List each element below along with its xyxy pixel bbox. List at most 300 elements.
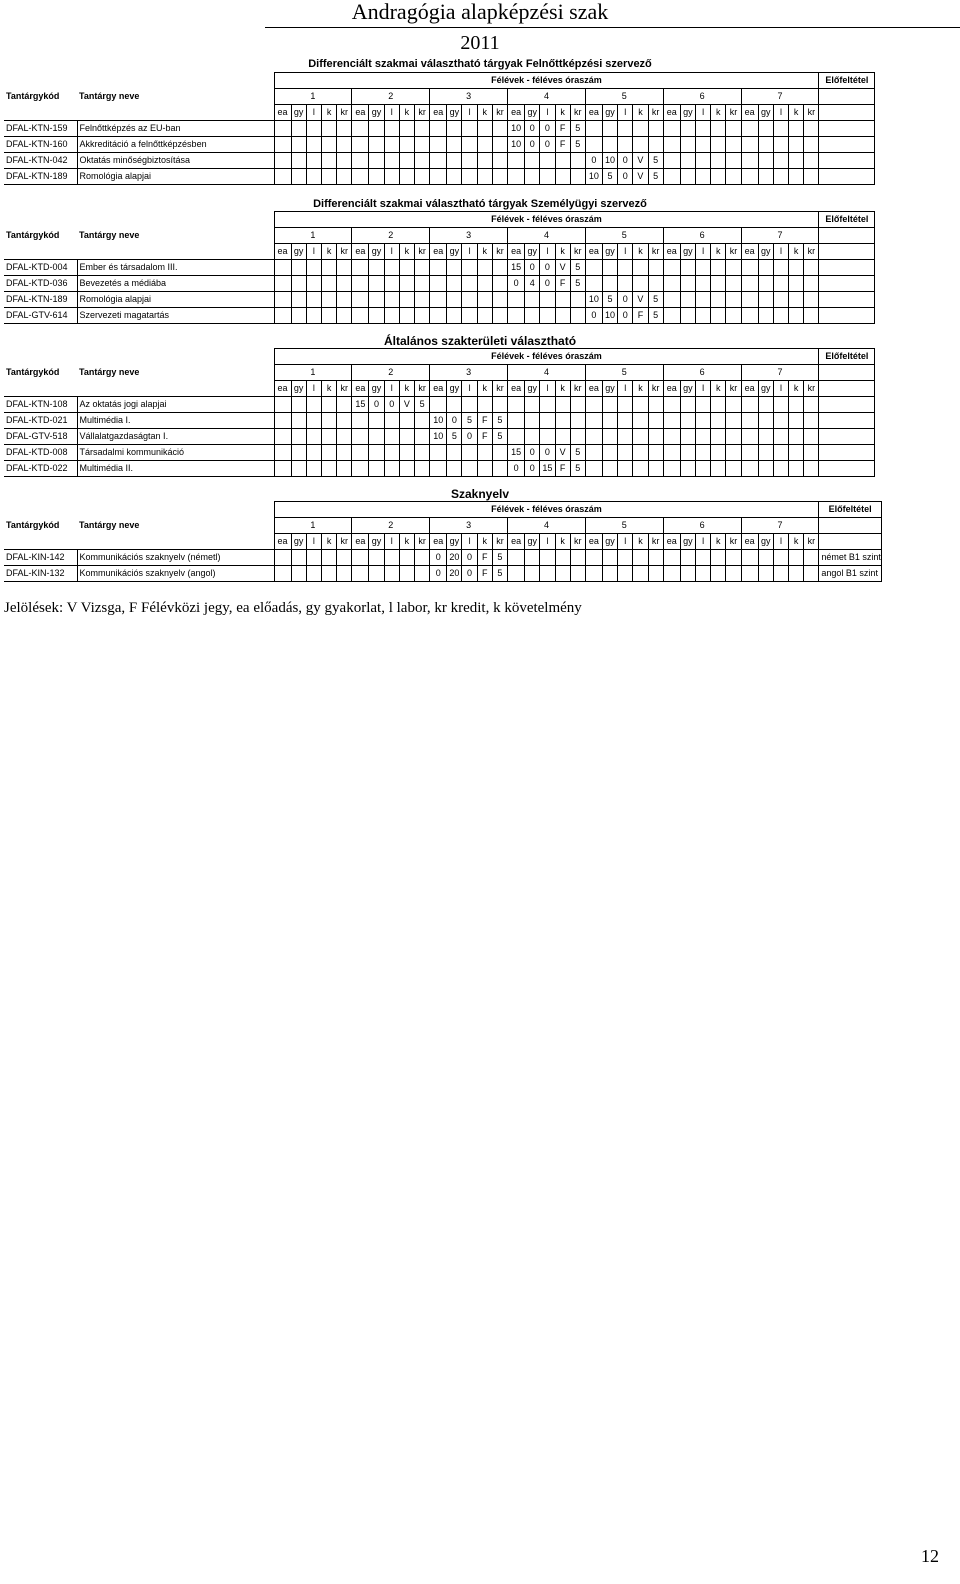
empty-cell — [337, 308, 352, 324]
empty-cell — [804, 461, 819, 477]
hours-cell: 10 — [430, 413, 447, 429]
sub-column-header: kr — [415, 105, 430, 121]
sub-column-header: gy — [447, 244, 462, 260]
empty-cell — [352, 413, 369, 429]
hours-cell: 0 — [462, 550, 477, 566]
sub-column-header: gy — [369, 381, 384, 397]
hours-cell: 10 — [508, 121, 525, 137]
hours-cell: 0 — [540, 121, 555, 137]
empty-cell — [525, 550, 540, 566]
course-name: Szervezeti magatartás — [77, 308, 274, 324]
empty-cell — [696, 461, 711, 477]
empty-cell — [306, 461, 321, 477]
hours-cell: 0 — [585, 308, 602, 324]
sub-column-header: kr — [570, 381, 585, 397]
empty-cell — [352, 292, 369, 308]
empty-cell — [352, 429, 369, 445]
empty-cell — [602, 413, 617, 429]
empty-cell — [711, 429, 726, 445]
course-code: DFAL-KTD-004 — [4, 260, 77, 276]
empty-cell — [696, 445, 711, 461]
empty-cell — [663, 276, 680, 292]
sub-column-header: gy — [525, 244, 540, 260]
sub-column-header: gy — [680, 105, 695, 121]
empty-cell — [477, 169, 492, 185]
empty-cell — [711, 566, 726, 582]
empty-cell — [789, 137, 804, 153]
empty-cell — [696, 137, 711, 153]
empty-cell — [306, 121, 321, 137]
empty-cell — [430, 397, 447, 413]
empty-cell — [352, 137, 369, 153]
course-name: Multimédia II. — [77, 461, 274, 477]
empty-cell — [337, 413, 352, 429]
sub-column-header: k — [789, 534, 804, 550]
empty-cell — [633, 550, 648, 566]
empty-cell — [540, 413, 555, 429]
sub-column-header: l — [696, 534, 711, 550]
sub-column-header: k — [789, 105, 804, 121]
empty-cell — [291, 276, 306, 292]
empty-cell — [758, 292, 773, 308]
sub-column-header: kr — [337, 105, 352, 121]
empty-cell — [726, 461, 741, 477]
empty-cell — [274, 308, 291, 324]
empty-cell — [741, 566, 758, 582]
sub-column-header: gy — [525, 534, 540, 550]
empty-cell — [306, 292, 321, 308]
empty-cell — [711, 292, 726, 308]
empty-cell — [696, 566, 711, 582]
table-row — [4, 566, 881, 582]
empty-cell — [618, 276, 633, 292]
empty-cell — [696, 260, 711, 276]
empty-cell — [726, 121, 741, 137]
hours-cell: 20 — [447, 550, 462, 566]
empty-cell — [680, 153, 695, 169]
course-name: Vállalatgazdaságtan I. — [77, 429, 274, 445]
empty-cell — [680, 137, 695, 153]
empty-cell — [369, 461, 384, 477]
code-header: Tantárgykód — [6, 520, 60, 530]
empty-cell — [789, 276, 804, 292]
course-name: Romológia alapjai — [77, 169, 274, 185]
empty-cell — [384, 292, 399, 308]
empty-cell — [352, 153, 369, 169]
empty-cell — [602, 461, 617, 477]
empty-cell — [369, 550, 384, 566]
empty-cell — [430, 308, 447, 324]
empty-cell — [321, 137, 336, 153]
empty-cell — [663, 550, 680, 566]
empty-cell — [337, 137, 352, 153]
hours-cell: V — [555, 445, 570, 461]
empty-cell — [492, 121, 507, 137]
empty-cell — [430, 137, 447, 153]
semester-number: 6 — [663, 365, 741, 381]
hours-cell: V — [633, 153, 648, 169]
empty-cell — [540, 153, 555, 169]
semesters-caption: Félévek - féléves óraszám — [274, 73, 819, 89]
empty-cell — [321, 276, 336, 292]
empty-cell — [555, 413, 570, 429]
sub-column-header: ea — [741, 244, 758, 260]
empty-cell — [492, 260, 507, 276]
empty-cell — [680, 566, 695, 582]
course-code: DFAL-KTN-189 — [4, 292, 77, 308]
course-code: DFAL-KTD-022 — [4, 461, 77, 477]
empty-cell — [758, 153, 773, 169]
empty-cell — [726, 445, 741, 461]
sub-column-header: k — [555, 534, 570, 550]
empty-cell — [274, 429, 291, 445]
empty-cell — [711, 461, 726, 477]
empty-cell — [711, 445, 726, 461]
empty-cell — [525, 153, 540, 169]
empty-cell — [337, 292, 352, 308]
empty-cell — [477, 292, 492, 308]
empty-cell — [399, 445, 414, 461]
section-title: Szaknyelv — [450, 487, 510, 501]
empty-cell — [415, 169, 430, 185]
empty-cell — [663, 260, 680, 276]
table-row — [4, 276, 875, 292]
sub-column-header: l — [540, 105, 555, 121]
semester-number: 6 — [663, 228, 741, 244]
hours-cell: 0 — [447, 413, 462, 429]
empty-cell — [321, 445, 336, 461]
sub-column-header: k — [789, 381, 804, 397]
empty-cell — [602, 550, 617, 566]
empty-cell — [663, 397, 680, 413]
empty-cell — [430, 169, 447, 185]
sub-column-header: ea — [430, 381, 447, 397]
empty-cell — [696, 308, 711, 324]
sub-column-header: l — [462, 244, 477, 260]
empty-cell — [570, 413, 585, 429]
sub-column-header: ea — [430, 534, 447, 550]
sub-column-header: kr — [492, 244, 507, 260]
prerequisite — [819, 121, 875, 137]
empty-cell — [369, 260, 384, 276]
hours-cell: 5 — [648, 292, 663, 308]
empty-cell — [337, 397, 352, 413]
sub-column-header: k — [399, 244, 414, 260]
name-header: Tantárgy neve — [79, 230, 140, 240]
empty-cell — [758, 308, 773, 324]
empty-cell — [648, 260, 663, 276]
empty-cell — [711, 276, 726, 292]
sub-column-header: gy — [525, 381, 540, 397]
prerequisite-header: Előfeltétel — [819, 73, 875, 89]
hours-cell: 5 — [648, 308, 663, 324]
empty-cell — [291, 566, 306, 582]
course-code: DFAL-KTD-008 — [4, 445, 77, 461]
hours-cell: 0 — [540, 276, 555, 292]
sub-column-header: k — [711, 534, 726, 550]
empty-cell — [602, 260, 617, 276]
course-name: Kommunikációs szaknyelv (angol) — [77, 566, 274, 582]
sub-column-header: k — [711, 105, 726, 121]
empty-cell — [741, 121, 758, 137]
empty-cell — [274, 397, 291, 413]
empty-cell — [726, 137, 741, 153]
empty-cell — [633, 429, 648, 445]
sub-column-header: k — [633, 105, 648, 121]
empty-cell — [291, 413, 306, 429]
empty-cell — [804, 566, 819, 582]
semester-number: 5 — [585, 365, 663, 381]
empty-cell — [741, 137, 758, 153]
sub-column-header: kr — [570, 534, 585, 550]
empty-cell — [399, 461, 414, 477]
empty-cell — [274, 260, 291, 276]
sub-column-header: ea — [352, 534, 369, 550]
empty-cell — [711, 169, 726, 185]
semester-number: 4 — [508, 518, 586, 534]
semester-number: 4 — [508, 365, 586, 381]
empty-cell — [804, 137, 819, 153]
empty-cell — [555, 429, 570, 445]
sub-column-header: kr — [570, 105, 585, 121]
hours-cell: 5 — [570, 445, 585, 461]
empty-cell — [508, 550, 525, 566]
empty-cell — [789, 445, 804, 461]
prerequisite — [819, 292, 875, 308]
empty-cell — [680, 260, 695, 276]
empty-cell — [508, 566, 525, 582]
empty-cell — [306, 153, 321, 169]
empty-cell — [430, 276, 447, 292]
empty-cell — [477, 276, 492, 292]
empty-cell — [711, 397, 726, 413]
hours-cell: 15 — [540, 461, 555, 477]
hours-cell: F — [555, 121, 570, 137]
table-row — [4, 308, 875, 324]
empty-cell — [352, 550, 369, 566]
empty-cell — [352, 566, 369, 582]
sub-column-header: kr — [648, 105, 663, 121]
empty-cell — [680, 550, 695, 566]
sub-column-header: kr — [726, 534, 741, 550]
empty-cell — [306, 397, 321, 413]
hours-cell: 5 — [570, 276, 585, 292]
empty-cell — [602, 397, 617, 413]
empty-cell — [321, 413, 336, 429]
sub-column-header: l — [773, 534, 788, 550]
empty-cell — [741, 169, 758, 185]
empty-cell — [648, 429, 663, 445]
empty-cell — [337, 550, 352, 566]
empty-cell — [696, 429, 711, 445]
hours-cell: 20 — [447, 566, 462, 582]
sub-column-header: l — [696, 244, 711, 260]
empty-cell — [321, 260, 336, 276]
sub-column-header: l — [306, 381, 321, 397]
course-code: DFAL-KTN-042 — [4, 153, 77, 169]
empty-cell — [415, 153, 430, 169]
sub-column-header: ea — [663, 534, 680, 550]
empty-cell — [415, 413, 430, 429]
sub-column-header: ea — [508, 244, 525, 260]
empty-cell — [352, 445, 369, 461]
sub-column-header: gy — [758, 534, 773, 550]
prerequisite — [819, 397, 875, 413]
empty-cell — [399, 566, 414, 582]
empty-cell — [804, 153, 819, 169]
semester-number: 3 — [430, 518, 508, 534]
empty-cell — [789, 260, 804, 276]
sub-column-header: gy — [369, 244, 384, 260]
empty-cell — [555, 169, 570, 185]
empty-cell — [741, 276, 758, 292]
hours-cell: 0 — [384, 397, 399, 413]
empty-cell — [726, 429, 741, 445]
sub-column-header: k — [555, 105, 570, 121]
empty-cell — [369, 445, 384, 461]
sub-column-header: ea — [430, 105, 447, 121]
empty-cell — [773, 461, 788, 477]
empty-cell — [585, 121, 602, 137]
empty-cell — [585, 260, 602, 276]
empty-cell — [337, 169, 352, 185]
sub-column-header: gy — [680, 534, 695, 550]
empty-cell — [741, 445, 758, 461]
empty-cell — [570, 550, 585, 566]
hours-cell: 10 — [508, 137, 525, 153]
course-name: Az oktatás jogi alapjai — [77, 397, 274, 413]
semester-number: 1 — [274, 89, 352, 105]
empty-cell — [384, 429, 399, 445]
hours-cell: F — [477, 566, 492, 582]
empty-cell — [369, 276, 384, 292]
hours-cell: 5 — [570, 137, 585, 153]
curriculum-table — [4, 501, 882, 582]
sub-column-header: ea — [585, 534, 602, 550]
empty-cell — [415, 550, 430, 566]
empty-cell — [663, 153, 680, 169]
table-row — [4, 121, 875, 137]
empty-cell — [633, 276, 648, 292]
empty-cell — [663, 292, 680, 308]
empty-cell — [274, 413, 291, 429]
sub-column-header: kr — [648, 534, 663, 550]
semester-number: 6 — [663, 89, 741, 105]
empty-cell — [663, 308, 680, 324]
empty-cell — [758, 121, 773, 137]
hours-cell: 15 — [508, 260, 525, 276]
empty-cell — [711, 153, 726, 169]
empty-cell — [274, 461, 291, 477]
empty-cell — [430, 461, 447, 477]
course-code: DFAL-KTN-108 — [4, 397, 77, 413]
empty-cell — [773, 445, 788, 461]
empty-cell — [274, 550, 291, 566]
empty-cell — [570, 397, 585, 413]
empty-cell — [789, 308, 804, 324]
hours-cell: 0 — [369, 397, 384, 413]
empty-cell — [773, 308, 788, 324]
empty-cell — [369, 137, 384, 153]
semester-number: 3 — [430, 365, 508, 381]
empty-cell — [804, 260, 819, 276]
empty-cell — [726, 292, 741, 308]
empty-cell — [711, 121, 726, 137]
empty-cell — [804, 308, 819, 324]
empty-cell — [274, 276, 291, 292]
empty-cell — [758, 461, 773, 477]
table-row — [4, 397, 875, 413]
empty-cell — [585, 137, 602, 153]
empty-cell — [321, 121, 336, 137]
empty-cell — [789, 566, 804, 582]
hours-cell: 0 — [618, 153, 633, 169]
empty-cell — [291, 260, 306, 276]
empty-cell — [525, 397, 540, 413]
empty-cell — [462, 397, 477, 413]
sub-column-header: gy — [602, 105, 617, 121]
sub-column-header: l — [462, 534, 477, 550]
empty-cell — [585, 550, 602, 566]
course-code: DFAL-GTV-518 — [4, 429, 77, 445]
prerequisite — [819, 153, 875, 169]
semester-number: 2 — [352, 365, 430, 381]
empty-cell — [399, 121, 414, 137]
empty-cell — [633, 260, 648, 276]
sub-column-header: kr — [415, 244, 430, 260]
empty-cell — [447, 153, 462, 169]
empty-cell — [369, 169, 384, 185]
empty-cell — [789, 413, 804, 429]
semester-number: 1 — [274, 365, 352, 381]
empty-cell — [540, 566, 555, 582]
empty-cell — [415, 137, 430, 153]
hours-cell: 10 — [585, 169, 602, 185]
course-name: Kommunikációs szaknyelv (németl) — [77, 550, 274, 566]
empty-cell — [648, 550, 663, 566]
empty-cell — [618, 445, 633, 461]
empty-cell — [352, 260, 369, 276]
empty-cell — [618, 429, 633, 445]
empty-cell — [447, 260, 462, 276]
empty-cell — [337, 445, 352, 461]
hours-cell: 0 — [618, 292, 633, 308]
semester-number: 6 — [663, 518, 741, 534]
sub-column-header: gy — [369, 105, 384, 121]
empty-cell — [711, 308, 726, 324]
sub-column-header: k — [711, 381, 726, 397]
empty-cell — [447, 445, 462, 461]
empty-cell — [555, 292, 570, 308]
empty-cell — [525, 413, 540, 429]
hours-cell: 0 — [462, 429, 477, 445]
empty-cell — [306, 308, 321, 324]
sub-column-header: l — [540, 244, 555, 260]
empty-cell — [369, 308, 384, 324]
prerequisite — [819, 429, 875, 445]
empty-cell — [585, 413, 602, 429]
semester-number: 2 — [352, 89, 430, 105]
empty-cell — [291, 445, 306, 461]
empty-cell — [462, 260, 477, 276]
course-code: DFAL-KTN-159 — [4, 121, 77, 137]
hours-cell: F — [555, 137, 570, 153]
sub-column-header: kr — [492, 105, 507, 121]
sub-column-header: k — [477, 105, 492, 121]
empty-cell — [306, 429, 321, 445]
empty-cell — [758, 260, 773, 276]
empty-cell — [540, 169, 555, 185]
